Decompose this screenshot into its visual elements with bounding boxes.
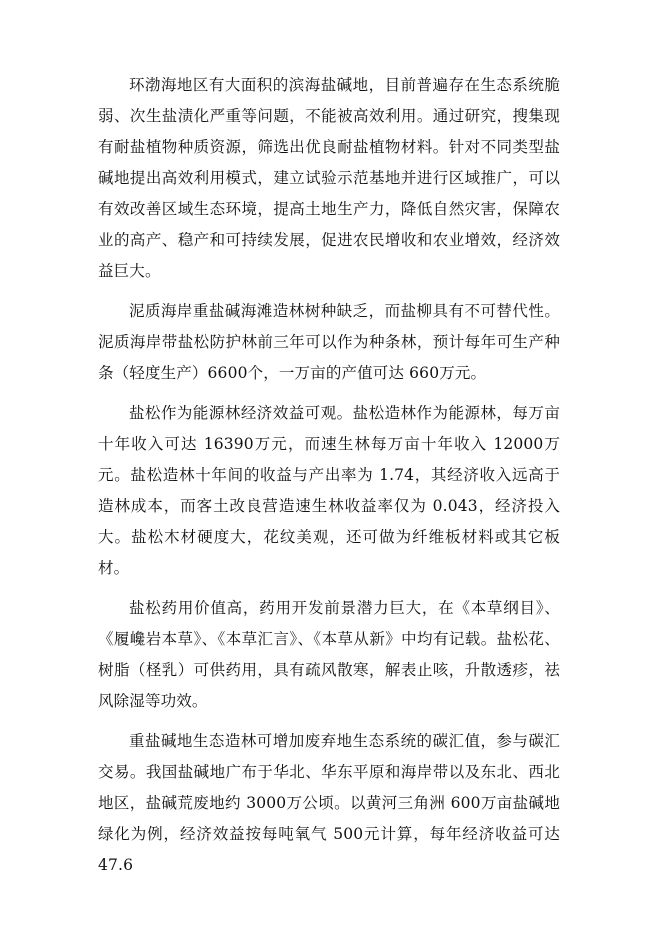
paragraph-saline-land: 环渤海地区有大面积的滨海盐碱地，目前普遍存在生态系统脆弱、次生盐渍化严重等问题，不能被高效利用。通过研究，搜集现有耐盐植物种质资源，筛选出优良耐盐植物材料。针对不同类型盐碱地提出高效利用模式，建立试验示范基地并进行区域推广，可以有效改善区域生态环境，提高土地生产力，降低自然灾害，保障农业的高产、稳产和可持续发展，促进农民增收和农业增效，经济效益巨大。 — [98, 76, 560, 280]
paragraph-carbon-sink: 重盐碱地生态造林可增加废弃地生态系统的碳汇值，参与碳汇交易。我国盐碱地广布于华北、华东平原和海岸带以及东北、西北地区，盐碱荒废地约 3000万公顷。以黄河三角洲 600万亩盐碱地绿化为例，经济效益按每吨氧气 500元计算，每年经济收益可达 47.6 — [98, 732, 560, 874]
paragraph-tamarisk-seedlings: 泥质海岸重盐碱海滩造林树种缺乏，而盐柳具有不可替代性。泥质海岸带盐松防护林前三年可以作为种条林，预计每年可生产种条（轻度生产）6600个，一万亩的产值可达 660万元。 — [98, 302, 560, 382]
paragraph-energy-forest: 盐松作为能源林经济效益可观。盐松造林作为能源林，每万亩十年收入可达 16390万元，而速生林每万亩十年收入 12000万元。盐松造林十年间的收益与产出率为 1.74，其经济收入远高于造林成本，而客土改良营造速生林收益率仅为 0.043，经济投入大。盐松木材硬度大，花纹美观，还可做为纤维板材料或其它板材。 — [98, 404, 560, 577]
body-text — [98, 70, 560, 890]
paragraph-medicinal-value: 盐松药用价值高，药用开发前景潜力巨大，在《本草纲目》、《履巉岩本草》、《本草汇言》、《本草从新》中均有记载。盐松花、树脂（柽乳）可供药用，具有疏风散寒，解表止咳，升散透疹，祛风除湿等功效。 — [98, 599, 560, 710]
